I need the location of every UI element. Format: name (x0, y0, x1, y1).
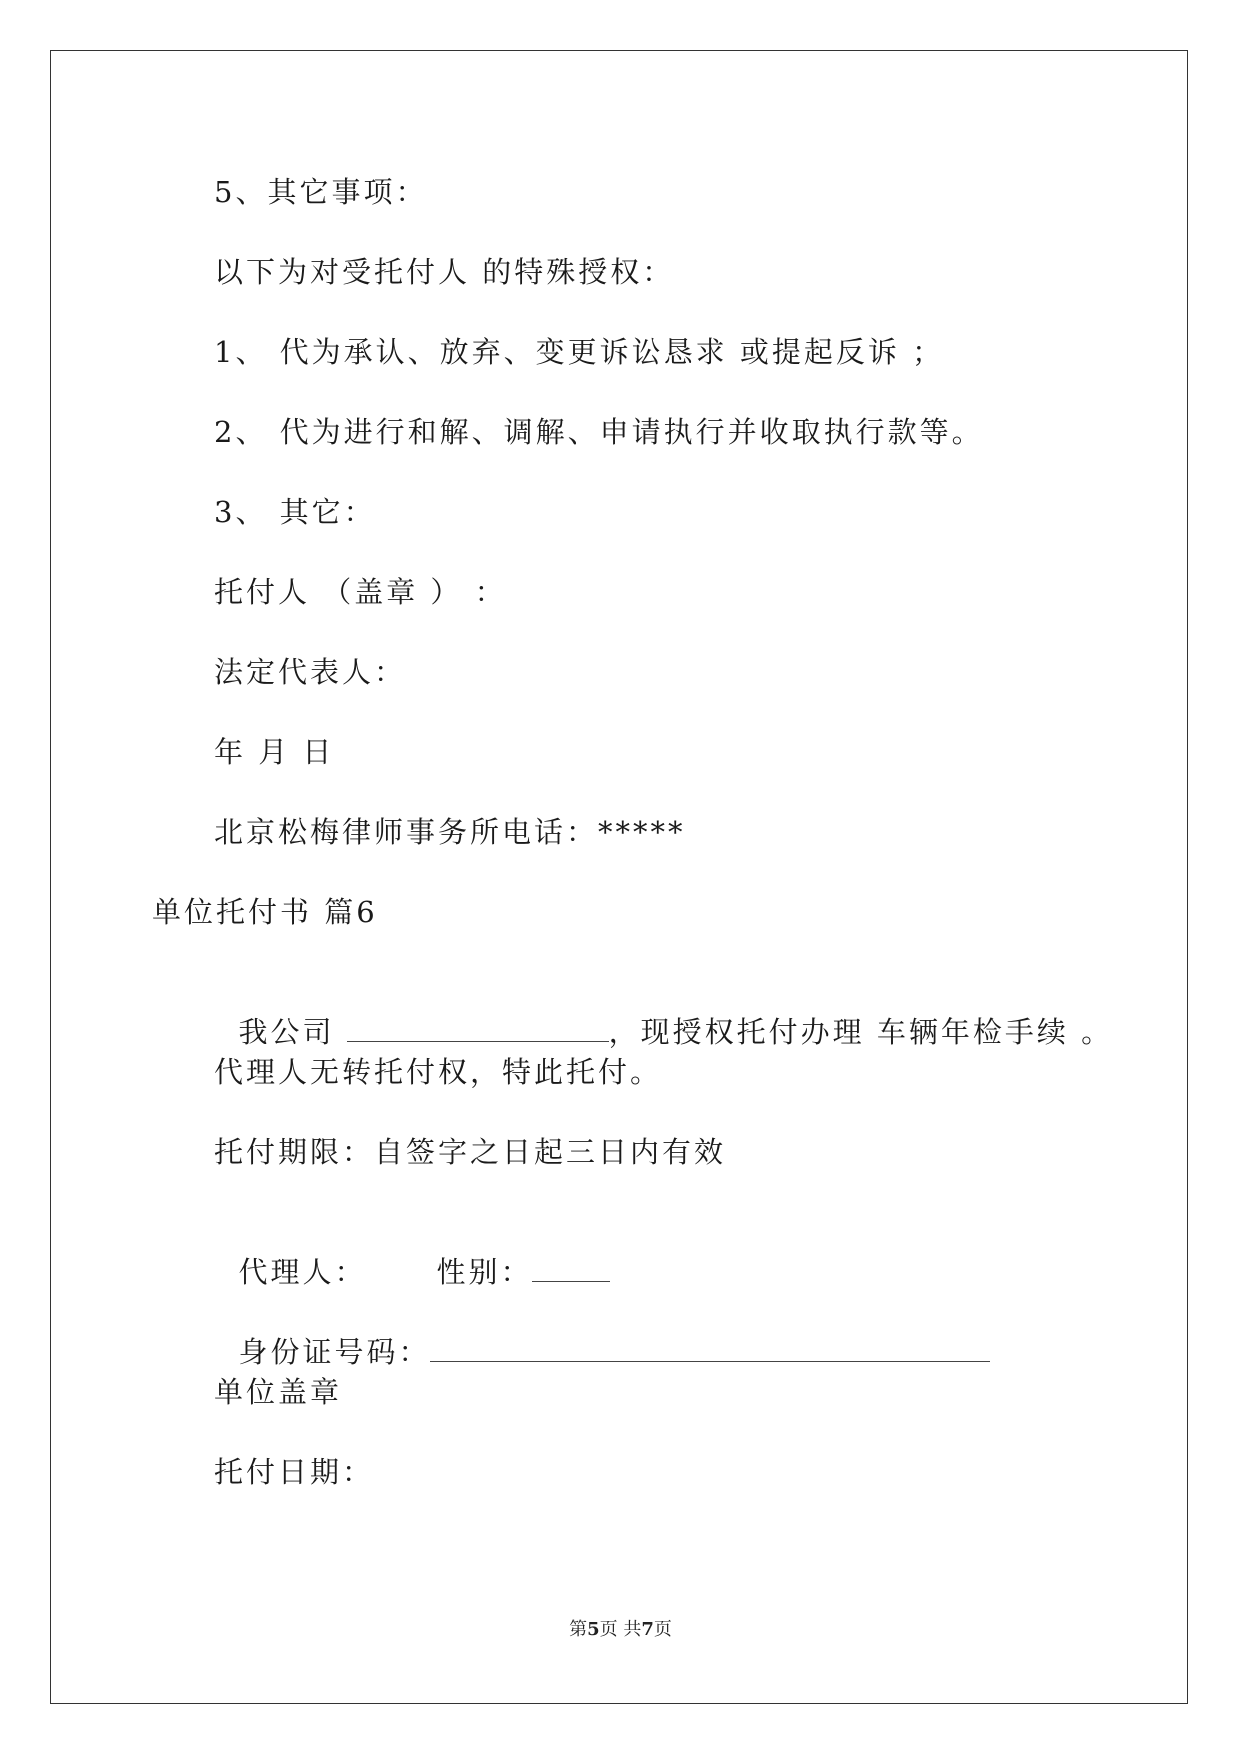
no-transfer-line: 代理人无转托付权，特此托付。 (214, 1055, 663, 1089)
total-pages: 7 (641, 1619, 654, 1640)
agent-label: 代理人： (238, 1255, 367, 1289)
legal-representative-line: 法定代表人： (214, 655, 407, 689)
id-number-blank (430, 1335, 990, 1362)
entrust-date-line: 托付日期： (214, 1455, 375, 1489)
page-number-footer (0, 1618, 1241, 1642)
unit-seal-line: 单位盖章 (214, 1375, 343, 1409)
section-heading: 单位托付书 篇6 (152, 895, 378, 929)
company-name-blank (347, 1015, 609, 1042)
company-prefix: 我公司 (238, 1015, 347, 1049)
page-mid: 页 共 (599, 1619, 642, 1640)
gender-label: 性别： (436, 1255, 533, 1289)
validity-line: 托付期限：自签字之日起三日内有效 (214, 1135, 727, 1169)
id-label: 身份证号码： (238, 1335, 431, 1369)
principal-seal-line: 托付人 （盖章 ） ： (214, 575, 507, 609)
law-firm-phone-line: 北京松梅律师事务所电话：***** (214, 815, 686, 849)
page-prefix: 第 (569, 1619, 588, 1640)
special-authorization-intro: 以下为对受托付人 的特殊授权： (214, 255, 675, 289)
page-suffix: 页 (653, 1619, 672, 1640)
item-5-other-matters: 5、其它事项： (214, 175, 428, 209)
authorization-item-1: 1、 代为承认、放弃、变更诉讼恳求 或提起反诉 ； (214, 335, 945, 369)
agent-gender-line (214, 1212, 610, 1292)
current-page: 5 (587, 1619, 600, 1640)
date-line: 年 月 日 (214, 735, 335, 769)
company-authorization-line (214, 972, 1113, 1052)
authorization-item-3: 3、 其它： (214, 495, 376, 529)
company-suffix: ，现授权托付办理 车辆年检手续 。 (608, 1015, 1114, 1049)
id-number-line (214, 1292, 990, 1372)
authorization-item-2: 2、 代为进行和解、调解、申请执行并收取执行款等。 (214, 415, 984, 449)
gender-blank (532, 1255, 610, 1282)
